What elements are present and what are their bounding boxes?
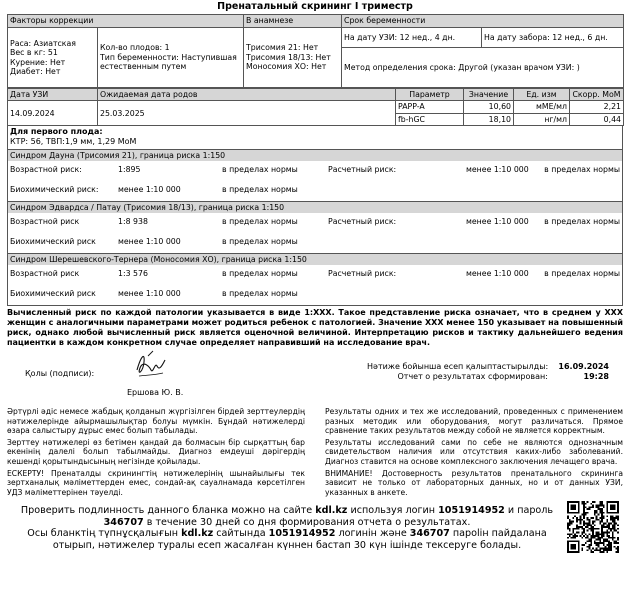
pregnancy-type: Тип беременности: Наступившая естественным путем <box>100 52 237 72</box>
bio-risk-status: в пределах нормы <box>222 237 298 247</box>
age-risk-label: Возрастной риск: <box>10 165 82 175</box>
calc-risk-status: в пределах нормы <box>544 269 620 279</box>
report-title: Пренатальный скрининг I триместр <box>217 1 413 12</box>
header-term: Срок беременности <box>342 15 624 28</box>
bio-risk-value: менее 1:10 000 <box>118 237 181 247</box>
risk-explanation: Вычисленный риск по каждой патологии указывается в виде 1:ХХХ. Такое представление риска означает, что в среднем у ХХХ женщин с аналогичными параметрами может родиться ребенок с патологией. Значение ХХХ менее 150 указывает на повышенный риск, однако любой вычисленный риск является оценочной величиной. Интерпретацию рисков и тактику дальнейшего ведения пациентки в каждом конкретном случае определяет направивший на исследование врач. <box>7 308 623 348</box>
due-date-value: 25.03.2025 <box>98 101 396 126</box>
verification-ru: Проверить подлинность данного бланка можно на сайте kdl.kz используя логин 1051914952 и пароль 346707 в течение 30 дней со дня формирования отчета о результатах. <box>20 505 554 528</box>
term-sample: На дату забора: 12 нед., 6 дн. <box>482 28 624 48</box>
age-risk-value: 1:3 576 <box>118 269 148 279</box>
marker-unit: нг/мл <box>514 113 570 125</box>
risk-row-1 <box>8 161 622 181</box>
disclaimers <box>7 407 623 499</box>
syndrome-title: Синдром Эдвардса / Патау (Трисомия 18/13), граница риска 1:150 <box>8 202 622 213</box>
term-method: Метод определения срока: Другой (указан врачом УЗИ: ) <box>342 48 624 88</box>
history-x0: Моносомия ХО: Нет <box>246 62 327 72</box>
syndrome-title: Синдром Шерешевского-Тернера (Моносомия ХО), граница риска 1:150 <box>8 254 622 265</box>
calc-risk-value: менее 1:10 000 <box>466 217 529 227</box>
disclaimer-kz-3: ЕСКЕРТУ! Пренаталды скринингтің нәтижелерінің шынайылығы тек зертханалық мәліметтерден емес, сондай-ақ сауалнамада көрсетілген УДЗ мәліметтерінен тәуелді. <box>7 468 305 497</box>
first-fetus-title: Для первого плода: <box>10 127 103 137</box>
marker-param: PAPP-A <box>396 101 464 113</box>
verification-kz: Осы бланктің түпнұсқалығын kdl.kz сайтында 1051914952 логинін және 346707 парolін пайдалана отырып, нәтижелер туралы есеп жасалған күннен бастап 30 күн ішінде тексеруге болады. <box>27 528 547 551</box>
header-history: В анамнезе <box>244 15 342 28</box>
bio-risk-label: Биохимический риск <box>10 237 96 247</box>
login-value: 1051914952 <box>268 528 336 540</box>
risk-row-1 <box>8 265 622 285</box>
weight: Вес в кг: 51 <box>10 48 58 58</box>
formed-label-ru: Отчет о результатах сформирован: <box>397 372 548 382</box>
marker-unit: мМЕ/мл <box>514 101 570 113</box>
bio-risk-value: менее 1:10 000 <box>118 185 181 195</box>
signature-scribble-icon <box>131 348 171 382</box>
header-correction: Факторы коррекции <box>8 15 244 28</box>
formed-date: 16.09.2024 <box>558 362 609 372</box>
first-fetus-ktr: КТР: 56, ТВП:1,9 мм, 1,29 МоМ <box>10 136 137 146</box>
history-factors <box>244 28 342 88</box>
pregnancy-factors <box>98 28 244 88</box>
calc-risk-value: менее 1:10 000 <box>466 165 529 175</box>
term-usg: На дату УЗИ: 12 нед., 4 дн. <box>342 28 482 48</box>
marker-mom: 2,21 <box>570 101 624 113</box>
bio-risk-value: менее 1:10 000 <box>118 289 181 299</box>
age-risk-value: 1:8 938 <box>118 217 148 227</box>
factors-table <box>7 14 624 88</box>
formed-time: 19:28 <box>583 372 609 382</box>
marker-header-param: Параметр <box>396 89 464 101</box>
age-risk-status: в пределах нормы <box>222 165 298 175</box>
syndrome-block-x0 <box>7 254 623 306</box>
formed-label-kz: Нәтиже бойынша есеп қалыптастырылды: <box>367 362 549 372</box>
markers-table <box>7 88 624 126</box>
marker-value: 10,60 <box>464 101 514 113</box>
disclaimer-ru-1: Результаты одних и тех же исследований, проведенных с применением разных методик или оборудования, могут различаться. Прямое сравнение таких результатов между собой не является корректным. <box>325 407 623 436</box>
race: Раса: Азиатская <box>10 38 76 48</box>
report-formed <box>367 362 609 382</box>
site-link[interactable]: kdl.kz <box>181 528 214 540</box>
patient-factors <box>8 28 98 88</box>
fetus-count: Кол-во плодов: 1 <box>100 43 170 53</box>
risk-row-1 <box>8 213 622 233</box>
disclaimer-kz <box>7 407 305 499</box>
syndrome-block-t21 <box>7 150 623 202</box>
password-value: 346707 <box>409 528 450 540</box>
qr-code-icon <box>567 501 619 553</box>
signature-block <box>7 348 623 406</box>
risk-row-2 <box>8 181 622 201</box>
first-fetus-block <box>7 126 623 150</box>
signature-label: Қолы (подписи): <box>25 369 95 379</box>
bio-risk-label: Биохимический риск <box>10 289 96 299</box>
usg-date-value: 14.09.2024 <box>8 101 98 126</box>
age-risk-label: Возрастной риск <box>10 217 80 227</box>
marker-header-value: Значение <box>464 89 514 101</box>
history-t18: Трисомия 18/13: Нет <box>246 52 331 62</box>
disclaimer-kz-1: Әртүрлі әдіс немесе жабдық қолданып жүргізілген бірдей зерттеулердің нәтижелерінде айырмашылықтар болуы мүмкін. Бұндай нәтижелерді өзара салыстыру дұрыс емес болып табылады. <box>7 407 305 436</box>
bio-risk-status: в пределах нормы <box>222 185 298 195</box>
calc-risk-label: Расчетный риск: <box>328 269 397 279</box>
signer-name: Ершова Ю. В. <box>127 388 184 398</box>
password-value: 346707 <box>103 516 144 528</box>
marker-header-mom: Скорр. МоМ <box>570 89 624 101</box>
verification-block <box>7 501 623 561</box>
calc-risk-value: менее 1:10 000 <box>466 269 529 279</box>
usg-date-label: Дата УЗИ <box>8 89 98 101</box>
diabetes: Диабет: Нет <box>10 66 61 76</box>
age-risk-label: Возрастной риск <box>10 269 80 279</box>
login-value: 1051914952 <box>438 505 505 517</box>
calc-risk-label: Расчетный риск: <box>328 217 397 227</box>
disclaimer-ru <box>325 407 623 499</box>
risk-row-2 <box>8 233 622 253</box>
age-risk-status: в пределах нормы <box>222 269 298 279</box>
history-t21: Трисомия 21: Нет <box>246 43 319 53</box>
calc-risk-status: в пределах нормы <box>544 165 620 175</box>
disclaimer-kz-2: Зерттеу нәтижелері өз бетімен қандай да болмасын бір сырқаттың бар екенінің далелі болып табылмайды. Диагноз емдеуші дәрігердің кешенді қорытындысының негізінде қойылады. <box>7 437 305 466</box>
bio-risk-status: в пределах нормы <box>222 289 298 299</box>
due-date-label: Ожидаемая дата родов <box>98 89 396 101</box>
marker-header-unit: Ед. изм <box>514 89 570 101</box>
smoking: Курение: Нет <box>10 57 66 67</box>
marker-value: 18,10 <box>464 113 514 125</box>
disclaimer-ru-2: Результаты исследований сами по себе не являются однозначным свидетельством наличия или отсутствия каких-либо заболеваний. Диагноз ставится на основе комплексного заключения лечащего врача. <box>325 437 623 466</box>
marker-mom: 0,44 <box>570 113 624 125</box>
verification-text <box>17 505 557 551</box>
calc-risk-status: в пределах нормы <box>544 217 620 227</box>
site-link[interactable]: kdl.kz <box>315 505 348 517</box>
bio-risk-label: Биохимический риск: <box>10 185 99 195</box>
age-risk-value: 1:895 <box>118 165 141 175</box>
risk-row-2 <box>8 285 622 305</box>
disclaimer-ru-3: ВНИМАНИЕ! Достоверность результатов пренатального скрининга зависит не только от лабораторных данных, но и от данных УЗИ, указанных в анкете. <box>325 468 623 497</box>
calc-risk-label: Расчетный риск: <box>328 165 397 175</box>
syndrome-block-t18 <box>7 202 623 254</box>
syndrome-title: Синдром Дауна (Трисомия 21), граница риска 1:150 <box>8 150 622 161</box>
marker-param: fb-hGC <box>396 113 464 125</box>
age-risk-status: в пределах нормы <box>222 217 298 227</box>
